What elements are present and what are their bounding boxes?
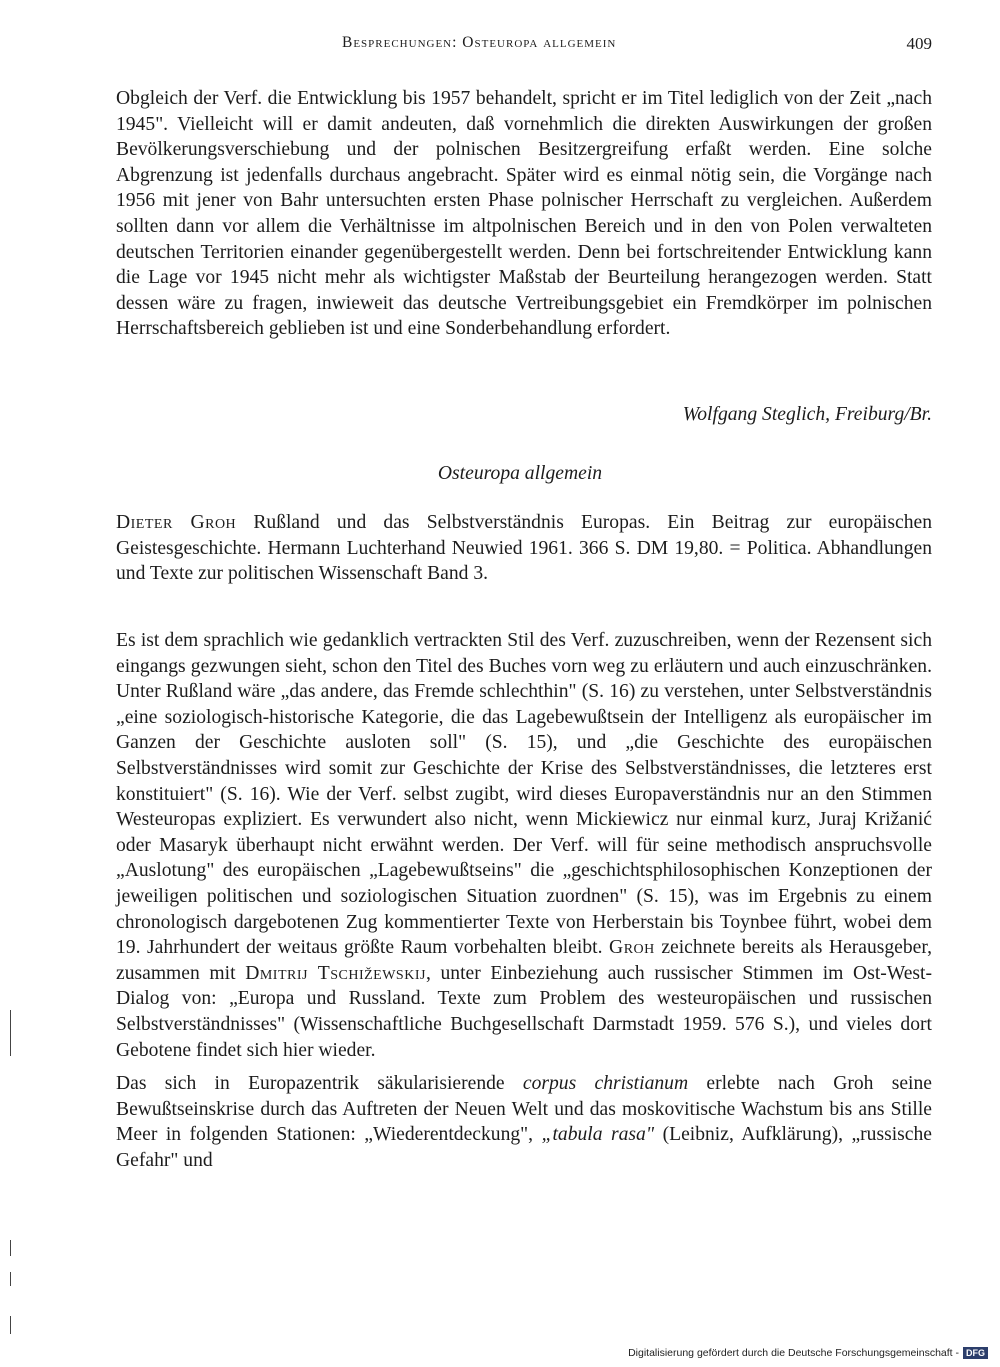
- running-head: Besprechungen: Osteuropa allgemein: [342, 34, 617, 51]
- bibliography-paragraph: [116, 510, 932, 587]
- review-paragraph-1: [116, 628, 932, 1063]
- review-paragraph-2-part-b: erlebte nach Groh seine Bewußtseinskrise durch das Auftreten der Neuen Welt und das moskovitische Wachstum bis ans Stille Meer in folgenden Stationen: „Wiederentdeckung",: [116, 1073, 932, 1146]
- review-paragraph-1-part-b: zeichnete bereits als Herausgeber, zusammen mit: [116, 937, 932, 984]
- dfg-logo: DFG: [963, 1347, 988, 1359]
- review-text: [116, 628, 932, 1173]
- reviewer-signature: Wolfgang Steglich, Freiburg/Br.: [682, 404, 932, 425]
- review-paragraph-2-part-a: Das sich in Europazentrik säkularisierende: [116, 1073, 505, 1095]
- book-details: Rußland und das Selbstverständnis Europas. Ein Beitrag zur europäischen Geistesgeschichte. Hermann Luchterhand Neuwied 1961. 366 S. DM 19,80. = Politica. Abhandlungen und Texte zur politischen Wissenschaft Band 3.: [116, 512, 932, 585]
- margin-mark: [10, 1272, 11, 1286]
- review-paragraph-2: [116, 1071, 932, 1173]
- review-paragraph-1-part-a: Es ist dem sprachlich wie gedanklich vertrackten Stil des Verf. zuzuschreiben, wenn der Rezensent sich eingangs gezwungen sieht, schon den Titel des Buches vorn weg zu erläutern und auch einzuschränken. Unter Rußland wäre „das andere, das Fremde schlechthin" (S. 16) zu verstehen, unter Selbstverständnis „eine soziologisch-historische Kategorie, die das Lagebewußtsein der Intelligenz als europäischer im Ganzen der Geschichte ausloten soll" (S. 15), und „die Geschichte des europäischen Selbstverständnisses wird somit zur Geschichte der Krise des Selbstverständnisses, die letzteres erst konstituiert" (S. 16). Wie der Verf. selbst zugibt, wird dieses Europaverständnis nur an den Stimmen Westeuropas expliziert. Es verwundert also nicht, wenn Mickiewicz nur einmal kurz, Juraj Križanić oder Masaryk überhaupt nicht erwähnt werden. Der Verf. will für seine methodisch anspruchsvolle „Auslotung" des europäischen „Lagebewußtseins" die „geschichtsphilosophischen Konzeptionen der jeweiligen politischen und soziologischen Situation zuordnen" (S. 15), was im Ergebnis zu einem chronologisch dargebotenen Zug kommentierter Texte von Herberstain bis Toynbee führt, wobei dem 19. Jahrhundert der weitaus größte Raum vorbehalten bleibt.: [116, 630, 932, 959]
- margin-mark: [10, 1316, 11, 1334]
- book-author: Dieter Groh: [116, 512, 237, 533]
- previous-review-text: [116, 86, 932, 342]
- footer-text: Digitalisierung gefördert durch die Deutsche Forschungsgemeinschaft -: [628, 1347, 959, 1359]
- review-paragraph-2-part-c: (Leibniz, Aufklärung), „russische Gefahr" und: [116, 1124, 932, 1171]
- margin-mark: [10, 1010, 11, 1056]
- page-header: [116, 34, 932, 56]
- margin-mark: [10, 1240, 11, 1256]
- review-italic-corpus: corpus christianum: [522, 1073, 689, 1095]
- review-italic-tabula: „tabula rasa": [541, 1124, 655, 1146]
- previous-review-paragraph: Obgleich der Verf. die Entwicklung bis 1957 behandelt, spricht er im Titel lediglich von der Zeit „nach 1945". Vielleicht will er damit andeuten, daß vornehmlich die direkten Auswirkungen der großen Bevölkerungsverschiebung und der polnischen Besitzergreifung erfaßt werden. Eine solche Abgrenzung ist jedenfalls durchaus angebracht. Später wird es einmal nötig sein, die Vorgänge nach 1956 mit jener von Bahr untersuchten ersten Phase polnischer Herrschaft zu vergleichen. Außerdem sollten dann vor allem die Verhältnisse im altpolnischen Bereich und in den von Polen verwalteten deutschen Territorien einander gegenübergestellt werden. Denn bei fortschreitender Entwicklung kann die Lage vor 1945 nicht mehr als wichtigster Maßstab der Beurteilung herangezogen werden. Statt dessen wäre zu fragen, inwieweit das deutsche Vertreibungsgebiet ein Fremdkörper im polnischen Herrschaftsbereich geblieben ist und eine Sonderbehandlung erfordert.: [116, 88, 932, 340]
- page-number: 409: [906, 34, 932, 53]
- bibliography-entry: [116, 510, 932, 587]
- review-paragraph-1-part-c: , unter Einbeziehung auch russischer Stimmen im Ost-West-Dialog von: „Europa und Russland. Texte zum Problem des westeuropäischen und russischen Selbstverständnisses" (Wissenschaftliche Buchgesellschaft Darmstadt 1959. 576 S.), und vieles dort Gebotene findet sich hier wieder.: [116, 962, 932, 1061]
- author-name-tschizewskij: Dmitrij Tschižewskij: [245, 962, 426, 984]
- author-name-groh: Groh: [609, 937, 655, 959]
- section-heading: Osteuropa allgemein: [437, 463, 603, 484]
- digitization-footer: [628, 1347, 988, 1359]
